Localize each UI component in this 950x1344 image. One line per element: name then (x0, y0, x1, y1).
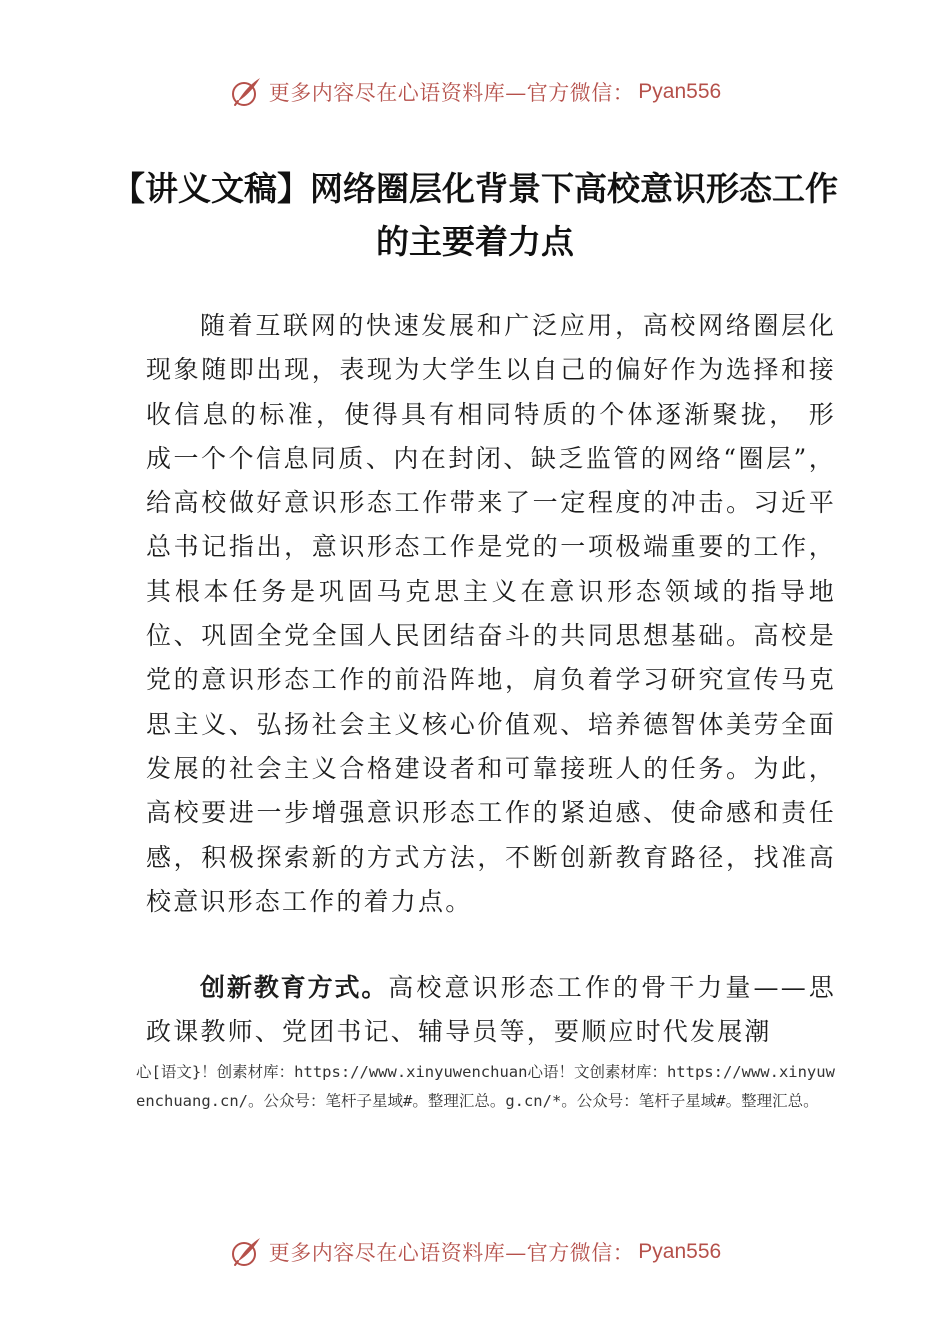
paragraph-lead-heading: 创新教育方式。 (200, 973, 389, 1002)
watermark-text: 更多内容尽在心语资料库—官方微信： (268, 81, 635, 105)
document-title: 【讲义文稿】网络圈层化背景下高校意识形态工作的主要着力点 (112, 169, 838, 261)
body-paragraph-1: 随着互联网的快速发展和广泛应用，高校网络圈层化现象随即出现，表现为大学生以自己的偏好作为选择和接收信息的标准，使得具有相同特质的个体逐渐聚拢， 形成一个个信息同质、内在封闭、缺乏监管的网络“圈层”，给高校做好意识形态工作带来了一定程度的冲击。习近平总书记指出，意识形态工作是党的一项极端重要的工作，其根本任务是巩固马克思主义在意识形态领域的指导地位、巩固全党全国人民团结奋斗的共同思想基础。高校是党的意识形态工作的前沿阵地，肩负着学习研究宣传马克思主义、弘扬社会主义核心价值观、培养德智体美劳全面发展的社会主义合格建设者和可靠接班人的任务。为此，高校要进一步增强意识形态工作的紧迫感、使命感和责任感，积极探索新的方式方法，不断创新教育路径，找准高校意识形态工作的着力点。 (146, 311, 836, 916)
watermark-wechat-id: Pyan556 (638, 1240, 722, 1263)
watermark-footer (0, 1230, 950, 1274)
footnote: 心[语文}！创素材库：https://www.xinyuwenchuan心语！文创素材库：https://www.xinyuwenchuang.cn/。公众号：笔杆子星域#。整理汇总。g.cn/*。公众号：笔杆子星域#。整理汇总。 (136, 1063, 835, 1110)
body-paragraph-2 (146, 966, 836, 1055)
watermark-header (0, 70, 950, 114)
quill-logo-icon (229, 1235, 263, 1269)
watermark-text: 更多内容尽在心语资料库—官方微信： (268, 1241, 635, 1265)
quill-logo-icon (229, 75, 263, 109)
paragraph-2-text: 高校意识形态工作的骨干力量——思政课教师、党团书记、辅导员等，要顺应时代发展潮 (146, 973, 836, 1047)
watermark-wechat-id: Pyan556 (638, 80, 722, 103)
